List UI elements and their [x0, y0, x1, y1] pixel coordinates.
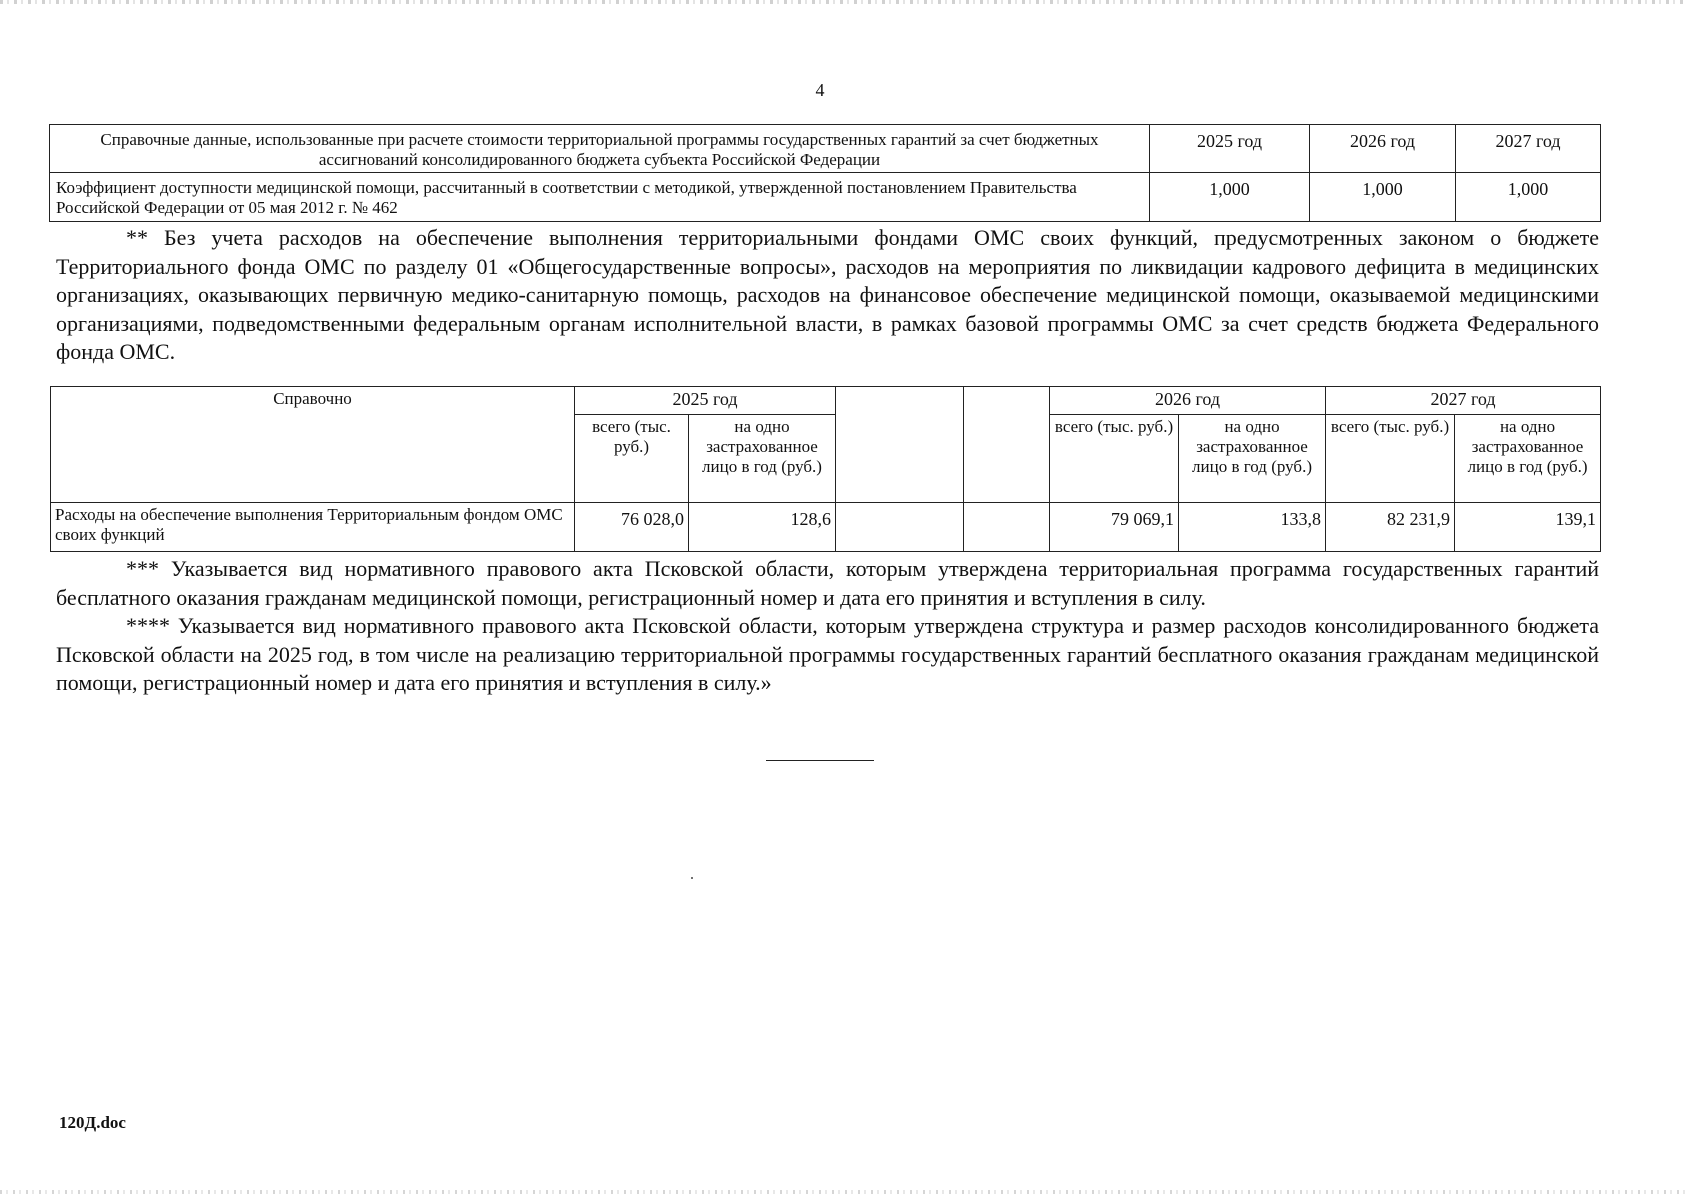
availability-coefficient-label: Коэффициент доступности медицинской помощи, рассчитанный в соответствии с методикой, утвержденной постановлением Правительства Российской Федерации от 05 мая 2012 г. № 462 — [50, 173, 1150, 222]
scan-speck — [691, 877, 693, 879]
coefficient-value-2025: 1,000 — [1150, 173, 1310, 222]
table-header-year-2027: 2027 год — [1456, 125, 1601, 173]
per-person-2025-value: 128,6 — [689, 503, 836, 552]
end-separator-line — [766, 760, 874, 761]
table-header-row — [51, 387, 1601, 415]
empty-cell — [964, 503, 1050, 552]
coefficient-value-2026: 1,000 — [1310, 173, 1456, 222]
table-header-reference: Справочно — [51, 387, 575, 503]
footnote-2: ** Без учета расходов на обеспечение выполнения территориальными фондами ОМС своих функций, предусмотренных законом о бюджете Территориального фонда ОМС по разделу 01 «Общегосударственные вопросы», расходов на мероприятия по ликвидации кадрового дефицита в медицинских организациях, оказывающих первичную медико-санитарную помощь, расходов на финансовое обеспечение медицинской помощи, оказываемой медицинскими организациями, подведомственными федеральным органам исполнительной власти, в рамках базовой программы ОМС за счет средств бюджета Федерального фонда ОМС. — [56, 225, 1599, 364]
scan-edge-top — [0, 0, 1686, 4]
coefficient-value-2027: 1,000 — [1456, 173, 1601, 222]
expenses-row-label: Расходы на обеспечение выполнения Территориальным фондом ОМС своих функций — [51, 503, 575, 552]
page-number: 4 — [815, 80, 825, 100]
table-header-year-2026: 2026 год — [1310, 125, 1456, 173]
file-name-footer: 120Д.doc — [59, 1113, 126, 1132]
total-2025-value: 76 028,0 — [575, 503, 689, 552]
subheader-total-2025: всего (тыс. руб.) — [575, 415, 689, 503]
per-person-2027-value: 139,1 — [1455, 503, 1601, 552]
footnote-3: *** Указывается вид нормативного правового акта Псковской области, которым утверждена территориальная программа государственных гарантий бесплатного оказания гражданам медицинской помощи, регистрационный номер и дата его принятия и вступления в силу. — [56, 556, 1599, 610]
total-2027-value: 82 231,9 — [1326, 503, 1455, 552]
subheader-total-2027: всего (тыс. руб.) — [1326, 415, 1455, 503]
empty-header-cell — [836, 387, 964, 503]
table-header-year-2025: 2025 год — [1150, 125, 1310, 173]
table-header-row — [50, 125, 1601, 173]
scan-edge-bottom — [0, 1190, 1686, 1194]
table-row — [50, 173, 1601, 222]
table-header-year-2025: 2025 год — [575, 387, 836, 415]
subheader-per-person-2025: на одно застрахованное лицо в год (руб.) — [689, 415, 836, 503]
reference-expenses-table — [50, 386, 1601, 552]
subheader-per-person-2027: на одно застрахованное лицо в год (руб.) — [1455, 415, 1601, 503]
table-row — [51, 503, 1601, 552]
table-header-year-2027: 2027 год — [1326, 387, 1601, 415]
footnote-4: **** Указывается вид нормативного правового акта Псковской области, которым утверждена структура и размер расходов консолидированного бюджета Псковской области на 2025 год, в том числе на реализацию территориальной программы государственных гарантий бесплатного оказания гражданам медицинской помощи, регистрационный номер и дата его принятия и вступления в силу.» — [56, 613, 1599, 695]
total-2026-value: 79 069,1 — [1050, 503, 1179, 552]
reference-data-table — [49, 124, 1601, 222]
table-header-description: Справочные данные, использованные при расчете стоимости территориальной программы государственных гарантий за счет бюджетных ассигнований консолидированного бюджета субъекта Российской Федерации — [50, 125, 1150, 173]
subheader-total-2026: всего (тыс. руб.) — [1050, 415, 1179, 503]
empty-header-cell — [964, 387, 1050, 503]
table-header-year-2026: 2026 год — [1050, 387, 1326, 415]
empty-cell — [836, 503, 964, 552]
per-person-2026-value: 133,8 — [1179, 503, 1326, 552]
subheader-per-person-2026: на одно застрахованное лицо в год (руб.) — [1179, 415, 1326, 503]
